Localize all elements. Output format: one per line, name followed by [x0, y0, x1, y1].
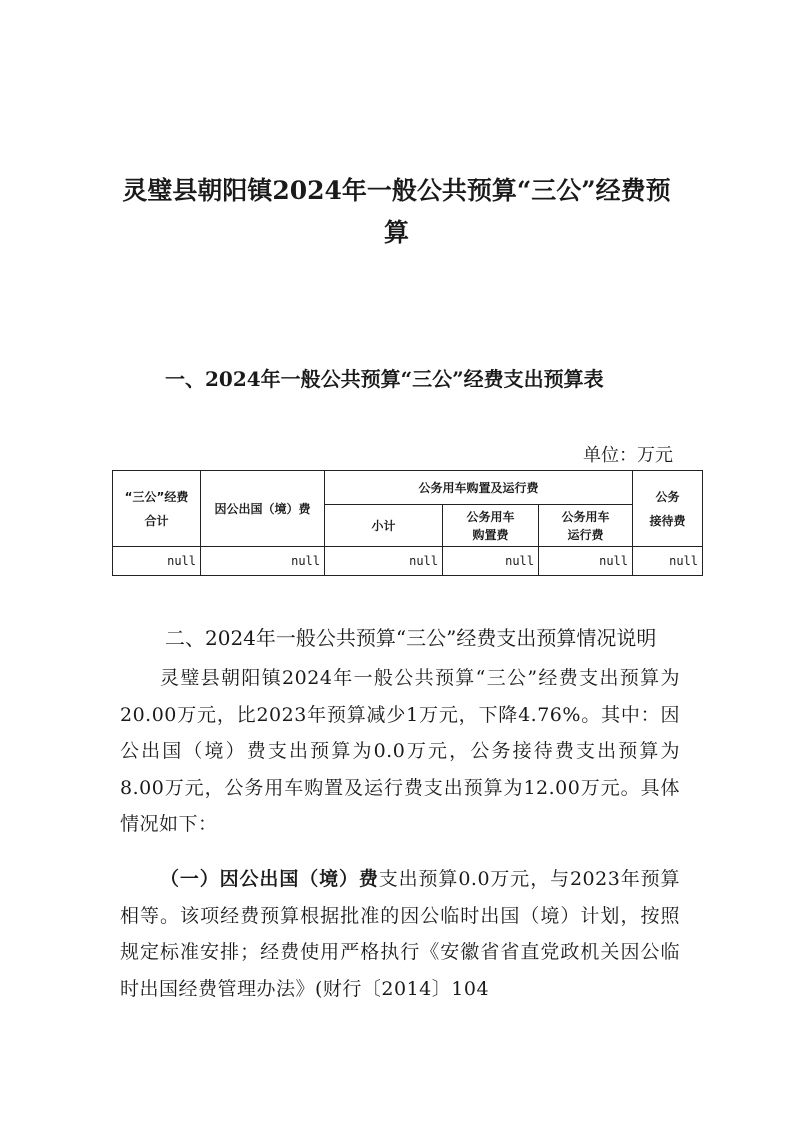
- cell-subtotal: null: [325, 547, 443, 576]
- cell-abroad: null: [201, 547, 325, 576]
- document-title: 灵璧县朝阳镇2024年一般公共预算“三公”经费预算: [122, 176, 671, 247]
- header-operation-line2: 运行费: [567, 527, 604, 542]
- paragraph-abroad-text: 支出预算0.0万元，与2023年预算相等。该项经费预算根据批准的因公临时出国（境）计划，按照规定标准安排；经费使用严格执行《安徽省省直党政机关因公临时出国经费管理办法》(财行〔2014〕104: [120, 868, 680, 1000]
- unit-label: 单位：万元: [583, 445, 673, 466]
- header-operation: [539, 505, 633, 547]
- header-reception-line1: 公务: [655, 489, 680, 504]
- section2-heading: 二、2024年一般公共预算“三公”经费支出预算情况说明: [165, 626, 657, 650]
- header-total-line1: “三公”经费: [124, 489, 189, 504]
- header-subtotal: 小计: [325, 505, 443, 547]
- paragraph-summary: 灵璧县朝阳镇2024年一般公共预算“三公”经费支出预算为20.00万元，比2023年预算减少1万元，下降4.76%。其中：因公出国（境）费支出预算为0.0万元，公务接待费支出预算为8.00万元，公务用车购置及运行费支出预算为12.00万元。具体情况如下：: [120, 667, 680, 835]
- header-total: [113, 471, 201, 547]
- header-abroad: 因公出国（境）费: [201, 471, 325, 547]
- cell-total: null: [113, 547, 201, 576]
- header-operation-line1: 公务用车: [561, 509, 610, 524]
- cell-purchase: null: [443, 547, 539, 576]
- header-total-line2: 合计: [144, 513, 169, 528]
- header-purchase-line1: 公务用车: [466, 509, 515, 524]
- table-row: [113, 547, 703, 576]
- cell-operation: null: [539, 547, 633, 576]
- header-vehicle: 公务用车购置及运行费: [325, 471, 633, 505]
- budget-table: [112, 470, 703, 576]
- section1-heading: 一、2024年一般公共预算“三公”经费支出预算表: [165, 367, 604, 391]
- cell-reception: null: [633, 547, 703, 576]
- header-purchase-line2: 购置费: [472, 527, 509, 542]
- header-reception-line2: 接待费: [649, 513, 686, 528]
- header-purchase: [443, 505, 539, 547]
- header-reception: [633, 471, 703, 547]
- paragraph-abroad-heading: （一）因公出国（境）费: [160, 868, 379, 890]
- paragraph-abroad: [120, 861, 680, 1007]
